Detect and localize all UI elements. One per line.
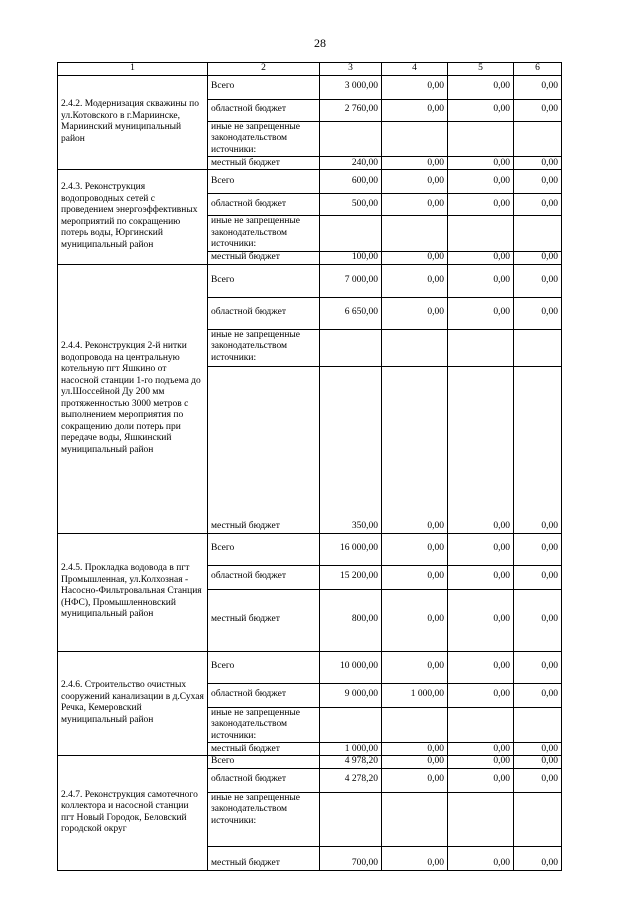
amount-cell: 0,00 <box>448 251 514 264</box>
amount-cell: 0,00 <box>448 565 514 589</box>
amount-cell: 0,00 <box>382 157 448 170</box>
amount-cell: 700,00 <box>320 846 382 870</box>
amount-cell: 0,00 <box>448 846 514 870</box>
amount-cell <box>382 121 448 157</box>
amount-cell: 16 000,00 <box>320 533 382 565</box>
funding-source-cell: Всего <box>208 651 320 683</box>
amount-cell: 15 200,00 <box>320 565 382 589</box>
amount-cell: 0,00 <box>382 366 448 533</box>
amount-cell: 0,00 <box>448 756 514 769</box>
table-body <box>58 75 562 870</box>
amount-cell: 0,00 <box>382 565 448 589</box>
amount-cell <box>514 792 562 846</box>
column-header: 6 <box>514 63 562 76</box>
amount-cell: 100,00 <box>320 251 382 264</box>
amount-cell: 0,00 <box>382 264 448 297</box>
amount-cell <box>448 329 514 366</box>
amount-cell: 0,00 <box>382 589 448 651</box>
amount-cell: 0,00 <box>448 170 514 194</box>
amount-cell: 0,00 <box>382 170 448 194</box>
amount-cell <box>514 216 562 252</box>
amount-cell: 350,00 <box>320 366 382 533</box>
funding-source-cell: областной бюджет <box>208 99 320 121</box>
project-name-cell: 2.4.3. Реконструкция водопроводных сетей с проведением энергоэффективных мероприятий по сокращению потерь воды, Юргинский муниципальный район <box>58 170 208 265</box>
amount-cell: 0,00 <box>514 533 562 565</box>
amount-cell <box>514 329 562 366</box>
table-row <box>58 533 562 565</box>
amount-cell: 0,00 <box>448 75 514 99</box>
amount-cell: 0,00 <box>448 366 514 533</box>
amount-cell <box>382 216 448 252</box>
amount-cell: 6 650,00 <box>320 297 382 329</box>
amount-cell: 0,00 <box>448 683 514 707</box>
amount-cell: 10 000,00 <box>320 651 382 683</box>
amount-cell: 0,00 <box>382 846 448 870</box>
table-row <box>58 651 562 683</box>
amount-cell <box>382 329 448 366</box>
amount-cell <box>448 792 514 846</box>
funding-source-cell: иные не запрещенные законодательством источники: <box>208 329 320 366</box>
amount-cell <box>320 707 382 743</box>
amount-cell: 800,00 <box>320 589 382 651</box>
amount-cell: 0,00 <box>514 170 562 194</box>
column-header: 3 <box>320 63 382 76</box>
amount-cell: 0,00 <box>382 533 448 565</box>
amount-cell <box>382 707 448 743</box>
amount-cell: 0,00 <box>382 651 448 683</box>
amount-cell: 3 000,00 <box>320 75 382 99</box>
amount-cell: 0,00 <box>382 194 448 216</box>
amount-cell <box>448 216 514 252</box>
funding-source-cell: местный бюджет <box>208 251 320 264</box>
amount-cell: 0,00 <box>514 99 562 121</box>
amount-cell: 1 000,00 <box>320 743 382 756</box>
amount-cell: 0,00 <box>448 589 514 651</box>
funding-source-cell: местный бюджет <box>208 157 320 170</box>
amount-cell: 0,00 <box>514 651 562 683</box>
project-name-cell: 2.4.2. Модернизация скважины по ул.Котовского в г.Мариинске, Мариинский муниципальный район <box>58 75 208 170</box>
funding-source-cell: местный бюджет <box>208 743 320 756</box>
amount-cell: 0,00 <box>382 768 448 792</box>
amount-cell: 0,00 <box>448 651 514 683</box>
amount-cell: 0,00 <box>514 768 562 792</box>
amount-cell: 0,00 <box>514 297 562 329</box>
amount-cell <box>320 216 382 252</box>
amount-cell: 0,00 <box>382 99 448 121</box>
amount-cell <box>514 707 562 743</box>
amount-cell: 1 000,00 <box>382 683 448 707</box>
funding-source-cell: областной бюджет <box>208 297 320 329</box>
funding-source-cell: Всего <box>208 170 320 194</box>
funding-source-cell: местный бюджет <box>208 846 320 870</box>
amount-cell: 4 278,20 <box>320 768 382 792</box>
amount-cell: 0,00 <box>514 366 562 533</box>
funding-source-cell: Всего <box>208 533 320 565</box>
amount-cell: 0,00 <box>382 297 448 329</box>
amount-cell: 0,00 <box>448 194 514 216</box>
project-name-cell: 2.4.4. Реконструкция 2-й нитки водопровода на центральную котельную пгт Яшкино от насосной станции 1-го подъема до ул.Шоссейной Ду 200 мм протяженностью 3000 метров с выполнением мероприятия по сокращению доли потерь при передаче воды, Яшкинский муниципальный район <box>58 264 208 533</box>
table-row <box>58 756 562 769</box>
amount-cell <box>514 121 562 157</box>
table-row <box>58 264 562 297</box>
table-header-row <box>58 63 562 76</box>
funding-source-cell: Всего <box>208 75 320 99</box>
column-header: 2 <box>208 63 320 76</box>
page-number: 28 <box>314 36 326 50</box>
amount-cell <box>448 707 514 743</box>
funding-source-cell: областной бюджет <box>208 194 320 216</box>
amount-cell: 2 760,00 <box>320 99 382 121</box>
amount-cell: 0,00 <box>514 251 562 264</box>
amount-cell: 4 978,20 <box>320 756 382 769</box>
funding-source-cell: иные не запрещенные законодательством источники: <box>208 121 320 157</box>
amount-cell: 0,00 <box>448 743 514 756</box>
amount-cell: 0,00 <box>448 297 514 329</box>
amount-cell: 0,00 <box>382 743 448 756</box>
amount-cell: 0,00 <box>514 264 562 297</box>
amount-cell <box>382 792 448 846</box>
amount-cell: 0,00 <box>514 756 562 769</box>
project-name-cell: 2.4.6. Строительство очистных сооружений канализации в д.Сухая Речка, Кемеровский муниципальный район <box>58 651 208 756</box>
amount-cell <box>320 121 382 157</box>
amount-cell: 0,00 <box>514 589 562 651</box>
amount-cell: 240,00 <box>320 157 382 170</box>
amount-cell: 0,00 <box>382 75 448 99</box>
amount-cell: 600,00 <box>320 170 382 194</box>
funding-source-cell: иные не запрещенные законодательством источники: <box>208 792 320 846</box>
funding-source-cell: областной бюджет <box>208 683 320 707</box>
amount-cell: 7 000,00 <box>320 264 382 297</box>
amount-cell: 0,00 <box>514 743 562 756</box>
amount-cell <box>448 121 514 157</box>
column-header: 5 <box>448 63 514 76</box>
amount-cell: 0,00 <box>514 194 562 216</box>
funding-source-cell: Всего <box>208 264 320 297</box>
amount-cell: 0,00 <box>382 756 448 769</box>
amount-cell <box>320 329 382 366</box>
amount-cell: 0,00 <box>514 157 562 170</box>
amount-cell: 0,00 <box>514 75 562 99</box>
budget-table <box>57 62 562 871</box>
funding-source-cell: областной бюджет <box>208 565 320 589</box>
column-header: 4 <box>382 63 448 76</box>
amount-cell: 0,00 <box>448 157 514 170</box>
amount-cell: 0,00 <box>448 264 514 297</box>
funding-source-cell: местный бюджет <box>208 589 320 651</box>
table-row <box>58 170 562 194</box>
column-header: 1 <box>58 63 208 76</box>
amount-cell: 0,00 <box>382 251 448 264</box>
table-row <box>58 75 562 99</box>
funding-source-cell: иные не запрещенные законодательством источники: <box>208 707 320 743</box>
amount-cell: 0,00 <box>514 846 562 870</box>
amount-cell: 0,00 <box>448 533 514 565</box>
amount-cell: 0,00 <box>448 99 514 121</box>
amount-cell: 0,00 <box>514 565 562 589</box>
amount-cell: 0,00 <box>448 768 514 792</box>
funding-source-cell: Всего <box>208 756 320 769</box>
amount-cell: 500,00 <box>320 194 382 216</box>
amount-cell: 0,00 <box>514 683 562 707</box>
funding-source-cell: областной бюджет <box>208 768 320 792</box>
funding-source-cell: местный бюджет <box>208 366 320 533</box>
project-name-cell: 2.4.5. Прокладка водовода в пгт Промышленная, ул.Колхозная - Насосно-Фильтровальная Станция (НФС), Промышленновский муниципальный район <box>58 533 208 651</box>
amount-cell <box>320 792 382 846</box>
amount-cell: 9 000,00 <box>320 683 382 707</box>
funding-source-cell: иные не запрещенные законодательством источники: <box>208 216 320 252</box>
project-name-cell: 2.4.7. Реконструкция самотечного коллектора и насосной станции пгт Новый Городок, Беловский городской округ <box>58 756 208 871</box>
